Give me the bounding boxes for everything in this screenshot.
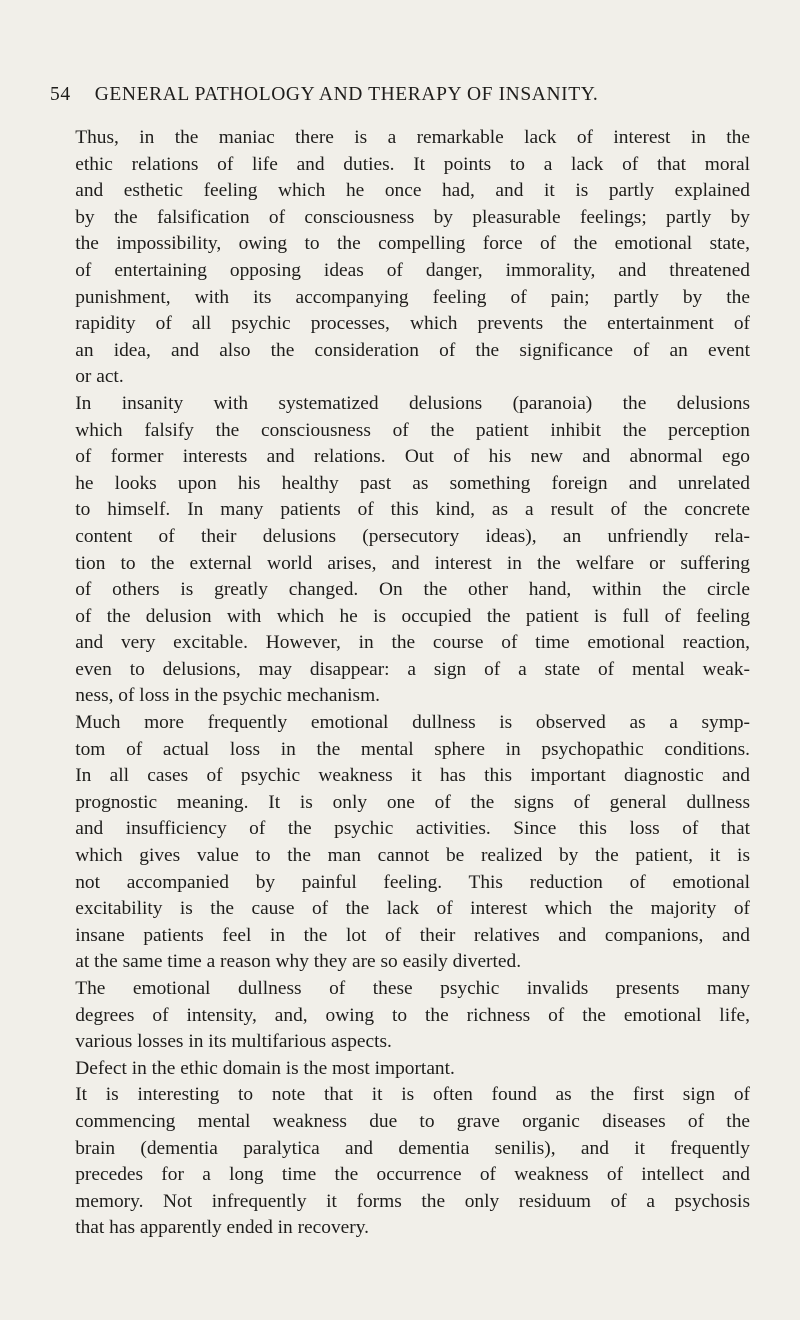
text-line: excitability is the cause of the lack of interest which the majority of — [75, 898, 750, 920]
text-line: It is interesting to note that it is often found as the first sign of — [75, 1084, 750, 1106]
text-line: tion to the external world arises, and interest in the welfare or suffering — [75, 552, 750, 574]
text-line: ness, of loss in the psychic mechanism. — [75, 685, 381, 707]
text-line: of others is greatly changed. On the other hand, within the circle — [75, 579, 750, 601]
text-line: that has apparently ended in recovery. — [75, 1217, 370, 1239]
text-line: content of their delusions (persecutory ideas), an unfriendly rela- — [75, 525, 750, 547]
text-line: In all cases of psychic weakness it has this important diagnostic and — [75, 765, 750, 787]
text-line: to himself. In many patients of this kind, as a result of the concrete — [75, 499, 750, 521]
text-line: various losses in its multifarious aspects. — [75, 1031, 392, 1053]
text-line: punishment, with its accompanying feeling of pain; partly by the — [75, 286, 750, 308]
text-line: precedes for a long time the occurrence of weakness of intellect and — [75, 1164, 750, 1186]
text-line: which falsify the consciousness of the patient inhibit the perception — [75, 419, 750, 441]
paragraph — [50, 1056, 750, 1083]
body-text — [50, 125, 750, 1242]
text-line: the impossibility, owing to the compelling force of the emotional state, — [75, 233, 750, 255]
paragraph — [50, 1082, 750, 1242]
paragraph — [50, 976, 750, 1056]
text-line: Much more frequently emotional dullness is observed as a symp- — [75, 712, 750, 734]
running-head — [50, 84, 750, 106]
text-line: Defect in the ethic domain is the most important. — [75, 1057, 455, 1079]
paragraph — [50, 391, 750, 710]
text-line: rapidity of all psychic processes, which prevents the entertainment of — [75, 313, 750, 335]
text-line: of former interests and relations. Out of his new and abnormal ego — [75, 446, 750, 468]
paragraph — [50, 710, 750, 976]
text-line: brain (dementia paralytica and dementia senilis), and it frequently — [75, 1137, 750, 1159]
text-line: memory. Not infrequently it forms the only residuum of a psychosis — [75, 1190, 750, 1212]
text-line: by the falsification of consciousness by pleasurable feelings; partly by — [75, 206, 750, 228]
text-line: and esthetic feeling which he once had, and it is partly explained — [75, 180, 750, 202]
text-line: of the delusion with which he is occupied the patient is full of feeling — [75, 605, 750, 627]
running-title: GENERAL PATHOLOGY AND THERAPY OF INSANITY. — [94, 84, 599, 105]
text-line: of entertaining opposing ideas of danger, immorality, and threatened — [75, 259, 750, 281]
text-line: an idea, and also the consideration of the significance of an event — [75, 339, 750, 361]
text-line: even to delusions, may disappear: a sign of a state of mental weak- — [75, 658, 750, 680]
text-line: ethic relations of life and duties. It points to a lack of that moral — [75, 153, 750, 175]
text-line: which gives value to the man cannot be realized by the patient, it is — [75, 845, 750, 867]
text-line: and insufficiency of the psychic activities. Since this loss of that — [75, 818, 750, 840]
text-line: he looks upon his healthy past as something foreign and unrelated — [75, 472, 750, 494]
text-line: The emotional dullness of these psychic invalids presents many — [75, 978, 750, 999]
text-line: commencing mental weakness due to grave organic diseases of the — [75, 1110, 750, 1132]
text-line: insane patients feel in the lot of their relatives and companions, and — [75, 924, 750, 946]
page-number: 54 — [50, 84, 71, 105]
text-line: degrees of intensity, and, owing to the richness of the emotional life, — [75, 1004, 750, 1026]
text-line: tom of actual loss in the mental sphere in psychopathic conditions. — [75, 738, 750, 760]
text-line: In insanity with systematized delusions (paranoia) the delusions — [75, 392, 750, 414]
text-line: at the same time a reason why they are so easily diverted. — [75, 951, 522, 973]
text-line: prognostic meaning. It is only one of the signs of general dullness — [75, 791, 750, 813]
text-line: Thus, in the maniac there is a remarkable lack of interest in the — [75, 127, 750, 148]
paragraph — [50, 125, 750, 391]
text-line: not accompanied by painful feeling. This reduction of emotional — [75, 871, 750, 893]
text-line: and very excitable. However, in the course of time emotional reaction, — [75, 632, 750, 654]
text-line: or act. — [75, 366, 124, 388]
